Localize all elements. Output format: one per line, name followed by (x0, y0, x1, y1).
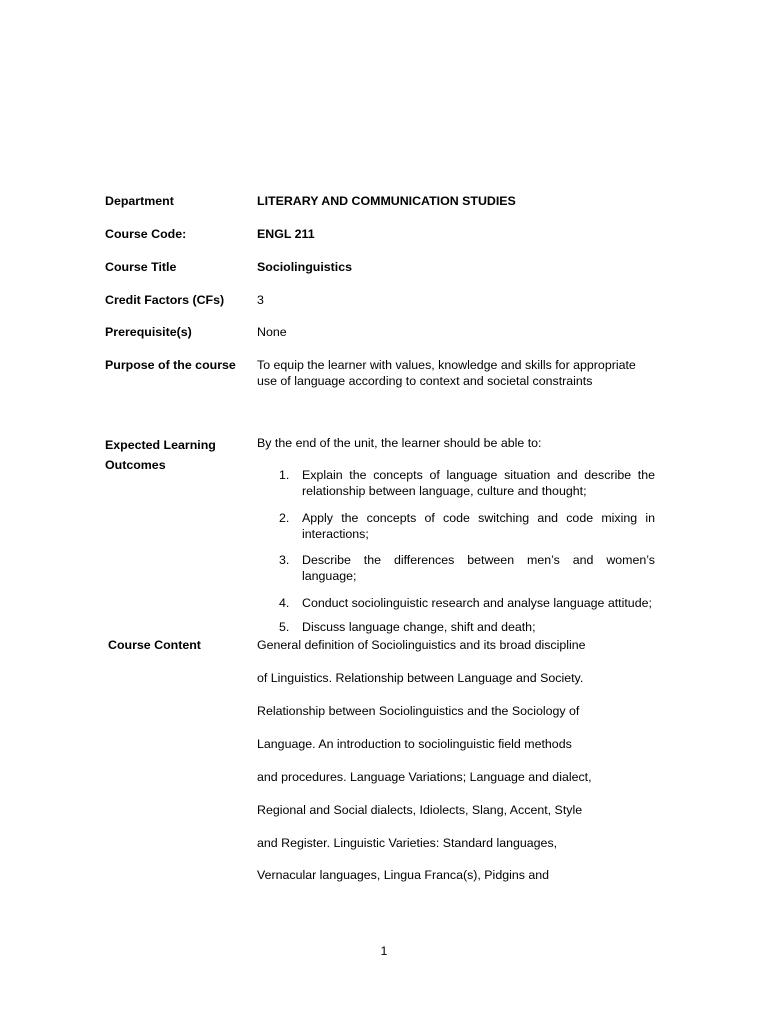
course-content-line: General definition of Sociolinguistics and its broad discipline (257, 638, 586, 652)
course-content-line: and Register. Linguistic Varieties: Standard languages, (257, 836, 558, 850)
course-content-label: Course Content (108, 638, 201, 652)
list-text: Apply the concepts of code switching and code mixing in interactions; (302, 511, 655, 541)
course-code-value: ENGL 211 (257, 227, 315, 241)
credit-factors-label: Credit Factors (CFs) (105, 293, 225, 307)
list-number: 3. (279, 553, 290, 567)
outcomes-label: Expected Learning Outcomes (105, 438, 216, 472)
course-title-label: Course Title (105, 260, 177, 274)
course-content-line: Relationship between Sociolinguistics and the Sociology of (257, 704, 580, 718)
list-number: 4. (279, 596, 290, 610)
purpose-value: To equip the learner with values, knowledge and skills for appropriate use of language according to context and societal constraints (257, 358, 636, 388)
page-number: 1 (380, 944, 388, 958)
list-number: 5. (279, 620, 290, 634)
course-code-label: Course Code: (105, 227, 187, 241)
course-title-value: Sociolinguistics (257, 260, 353, 274)
list-text: Describe the differences between men’s and women’s language; (302, 553, 655, 583)
prerequisites-value: None (257, 325, 287, 339)
purpose-label: Purpose of the course (105, 358, 236, 372)
list-number: 2. (279, 511, 290, 525)
credit-factors-value: 3 (257, 293, 264, 307)
course-content-line: Vernacular languages, Lingua Franca(s), Pidgins and (257, 868, 550, 882)
course-content-line: and procedures. Language Variations; Language and dialect, (257, 770, 592, 784)
list-text: Discuss language change, shift and death; (302, 620, 536, 634)
list-number: 1. (279, 468, 290, 482)
course-content-line: of Linguistics. Relationship between Language and Society. (257, 671, 584, 685)
list-text: Explain the concepts of language situation and describe the relationship between language, culture and thought; (302, 468, 655, 498)
prerequisites-label: Prerequisite(s) (105, 325, 192, 339)
department-value: LITERARY AND COMMUNICATION STUDIES (257, 194, 516, 208)
course-content-line: Language. An introduction to sociolinguistic field methods (257, 737, 572, 751)
list-text: Conduct sociolinguistic research and analyse language attitude; (302, 596, 652, 610)
outcomes-intro: By the end of the unit, the learner should be able to: (257, 436, 542, 450)
course-content-line: Regional and Social dialects, Idiolects, Slang, Accent, Style (257, 803, 583, 817)
department-label: Department (105, 194, 174, 208)
